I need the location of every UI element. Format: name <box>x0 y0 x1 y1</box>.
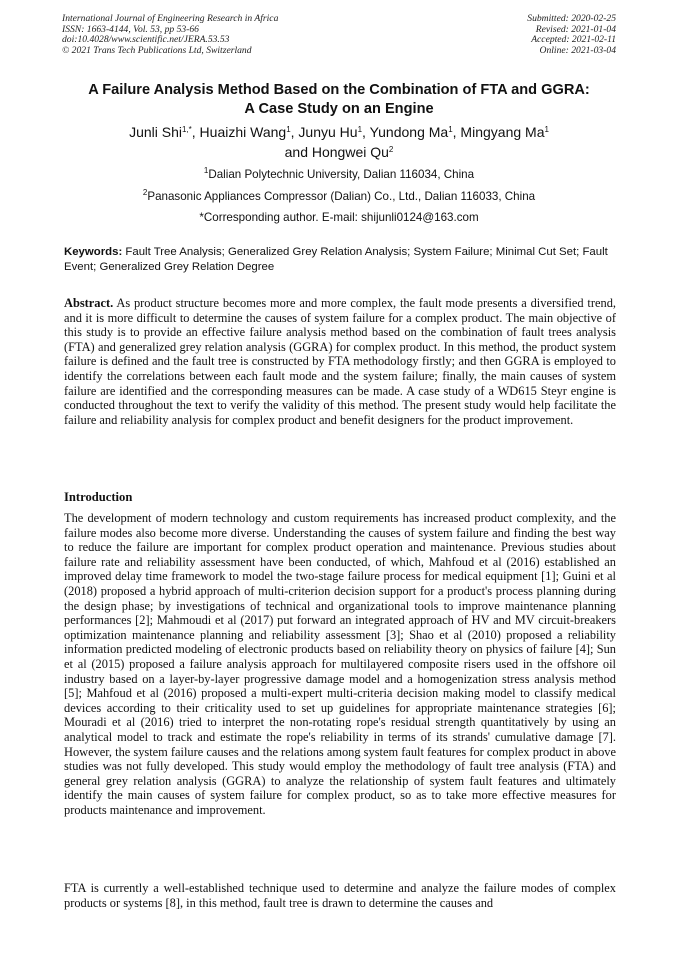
keywords-block <box>64 245 616 274</box>
title-line-1: A Failure Analysis Method Based on the Combination of FTA and GGRA: <box>88 82 590 98</box>
journal-name: International Journal of Engineering Research in Africa <box>62 13 279 24</box>
doi-line: doi:10.4028/www.scientific.net/JERA.53.53 <box>62 34 230 46</box>
affiliation-text: Dalian Polytechnic University, Dalian 116034, China <box>208 168 475 181</box>
introduction-paragraph-2: FTA is currently a well-established technique used to determine and analyze the failure modes of complex products or systems [8], in this method, fault tree is drawn to determine the causes and <box>64 881 616 910</box>
author-name: and Hongwei Qu <box>284 143 389 160</box>
journal-header-left <box>62 14 278 56</box>
author-name: , Mingyang Ma <box>452 124 545 140</box>
accepted-date: Accepted: 2021-02-11 <box>531 34 616 46</box>
author-list <box>40 123 638 162</box>
introduction-heading: Introduction <box>64 490 133 504</box>
affiliation-1 <box>40 168 638 182</box>
author-affiliation-mark: 1 <box>286 125 291 134</box>
author-line-1 <box>40 123 638 143</box>
revised-date: Revised: 2021-01-04 <box>535 23 616 35</box>
abstract-label: Abstract. <box>64 296 114 310</box>
author-affiliation-mark: 1 <box>544 125 549 134</box>
affiliation-text: Panasonic Appliances Compressor (Dalian) Co., Ltd., Dalian 116033, China <box>147 190 536 203</box>
journal-header-right <box>527 14 616 56</box>
author-name: , Junyu Hu <box>290 124 358 140</box>
introduction-paragraph-1: The development of modern technology and custom requirements has increased product complexity, and the failure modes also become more diverse. Understanding the causes of system failure and finding the best way to reduce the failure are important for complex product operation and maintenance. Previous studies about failure rate and reliability assessment have been conducted, of which, Mahfoud et al (2016) established an improved delay time framework to model the two-stage failure process for medical equipment [1]; Guini et al (2018) proposed a hybrid approach of multi-criterion decision support for a product's process planning during the design phase; by investigations of technical and organizational tools to improve maintenance planning performances [2]; Mahmoudi et al (2017) put forward an integrated approach of HV and MV circuit-breakers optimization maintenance planning and reliability assessment [3]; Shao et al (2010) proposed a reliability information predicted modeling of electronic products based on reliability theory on physics of failure [4]; Sun et al (2015) proposed a failure analysis approach for multilayered composite risers used in the offshore oil industry based on a layer-by-layer progressive damage model and a homogenization stress analysis method [5]; Mahfoud et al (2016) proposed a multi-expert multi-criteria decision making model to classify medical devices according to their criticality used to set up guidelines for appropriate maintenance strategies [6]; Mouradi et al (2016) tried to interpret the non-rotating rope's residual strength quantitatively by using an analytical model to track and estimate the rope's reliability in terms of its strands' cumulative damage [7]. However, the system failure causes and the relations among system fault features for complex product in above studies was not fully developed. This study would employ the methodology of fault tree analysis (FTA) and general grey relation analysis (GGRA) to analyze the relationship of system fault features and ultimately identify the main causes of system failure for complex product, so as to take more effective measures for products maintenance and improvement. <box>64 511 616 817</box>
author-name: , Huaizhi Wang <box>191 124 287 140</box>
submitted-date: Submitted: 2020-02-25 <box>527 13 616 24</box>
keywords-label: Keywords: <box>64 246 123 258</box>
affiliation-mark: 1 <box>203 166 209 175</box>
author-name: Junli Shi <box>129 124 182 140</box>
online-date: Online: 2021-03-04 <box>539 44 616 56</box>
author-affiliation-mark: 1 <box>357 125 363 134</box>
author-affiliation-mark: 2 <box>388 144 394 154</box>
paper-title <box>40 81 638 119</box>
author-line-2 <box>40 143 638 163</box>
affiliation-mark: 2 <box>142 188 148 197</box>
author-affiliation-mark: 1,* <box>181 125 192 134</box>
corresponding-author: *Corresponding author. E-mail: shijunli0124@163.com <box>199 211 479 224</box>
title-line-2: A Case Study on an Engine <box>244 101 434 117</box>
abstract-block <box>64 296 616 427</box>
author-affiliation-mark: 1 <box>448 125 453 134</box>
copyright-line: © 2021 Trans Tech Publications Ltd, Switzerland <box>62 44 252 56</box>
keywords-text: Fault Tree Analysis; Generalized Grey Relation Analysis; System Failure; Minimal Cut Set; Fault Event; Generalized Grey Relation Degree <box>64 246 608 273</box>
issn-line: ISSN: 1663-4144, Vol. 53, pp 53-66 <box>62 23 199 35</box>
affiliation-2 <box>40 190 638 204</box>
abstract-text: As product structure becomes more and more complex, the fault mode presents a diversified trend, and it is more difficult to determine the causes of system failure for a complex product. The main objective of this study is to provide an effective failure analysis method based on the combination of fault trees analysis (FTA) and generalized grey relation analysis (GGRA) for complex product. In this method, the product system failure is defined and the fault tree is constructed by FTA methodology firstly; and then GGRA is employed to identify the correlations between each fault mode and the system failure; finally, the main causes of system failure are identified and the corresponding measures can be made. A case study of a WD615 Steyr engine is conducted throughout the text to verify the validity of this method. The present study would help facilitate the failure and reliability analysis for complex product and benefit designers for the product improvement. <box>64 296 616 427</box>
author-name: , Yundong Ma <box>362 124 449 140</box>
